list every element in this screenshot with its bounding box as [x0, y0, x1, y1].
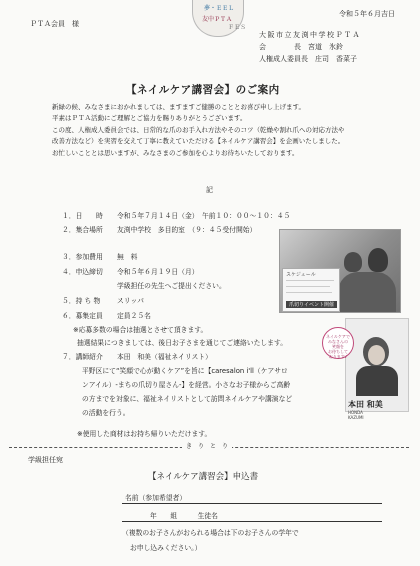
event-photo	[279, 229, 401, 313]
instructor-desc: の活動を行う。	[82, 409, 130, 417]
form-title: 【ネイルケア講習会】申込書	[148, 472, 259, 482]
sender-organization: 大阪市立友渕中学校ＰＴＡ	[259, 31, 361, 39]
class-field-line[interactable]	[122, 521, 382, 522]
detail-label-date: １．日 時	[62, 212, 103, 220]
form-name-label: 名前（参加希望者）	[125, 494, 187, 502]
logo-text-middle: 友中ＰＴＡ	[202, 16, 233, 23]
detail-value-deadline: 令和５年６月１９日（月）	[117, 268, 199, 276]
capacity-note: ※応募多数の場合は抽選とさせて頂きます。	[73, 326, 208, 334]
detail-value-instructor: 本田 和美（福祉ネイリスト）	[117, 353, 212, 361]
capacity-note: 抽選結果につきましては、後日お子さまを通じてご連絡いたします。	[77, 339, 288, 347]
instructor-romaji-given: KAZUMI	[348, 415, 364, 420]
detail-label-venue: ２．集合場所	[62, 226, 103, 234]
addressee: ＰＴＡ会員 様	[30, 20, 79, 28]
photo-label: 爪切りイベント開催	[286, 301, 337, 308]
logo-text-side: ＦＥＳ	[228, 24, 247, 31]
instructor-desc: ンアイル）-まちの爪切り屋さん-】を経営。小さなお子様からご高齢	[82, 381, 291, 389]
materials-note: ※使用した商材はお持ち帰りいただけます。	[77, 430, 212, 438]
intro-line: 新緑の候、みなさまにおかれましては、ますますご健勝のこととお喜び申し上げます。	[52, 103, 305, 111]
logo-text-top: 夢・ＥＥＬ	[204, 5, 235, 12]
form-note: （複数のお子さんがおられる場合は下のお子さんの学年で	[122, 529, 299, 537]
detail-value-date: 令和５年７月１４日（金） 午前１０：００～１０：４５	[117, 212, 291, 220]
detail-label-belongings: ５．持 ち 物	[62, 297, 101, 305]
form-note: お申し込みください。）	[130, 544, 202, 552]
intro-line: 平素はＰＴＡ活動にご理解とご協力を賜りありがとうございます。	[52, 114, 247, 122]
sender-president: 会 長 宮道 氷鈴	[259, 43, 343, 51]
detail-label-deadline: ４．申込締切	[62, 268, 103, 276]
pta-logo	[192, 0, 247, 37]
instructor-name-label: 本田 和美	[348, 400, 383, 409]
detail-label-fee: ３．参加費用	[62, 253, 103, 261]
instructor-desc: 平野区にて“笑顔で心が動くケア”を旨に【caresalon i'll（ケアサロ	[82, 367, 288, 375]
detail-value-belongings: スリッパ	[117, 297, 144, 305]
deadline-note: 学級担任の先生へご提出ください。	[117, 282, 226, 290]
issue-date: 令和５年６月吉日	[339, 10, 395, 18]
form-addressee: 学級担任宛	[28, 456, 63, 464]
intro-line: お忙しいこととは思いますが、みなさまのご参加を心よりお待ちいたしております。	[52, 149, 299, 157]
instructor-desc: の方までを対象に、福祉ネイリストとして訪問ネイルケアや講演など	[82, 395, 293, 403]
detail-value-capacity: 定員２５名	[117, 312, 151, 320]
sender-committee-chair: 人権成人委員長 庄司 香菜子	[259, 55, 357, 63]
speech-bubble	[322, 327, 354, 359]
instructor-romaji-surname: HONDA	[348, 410, 363, 415]
photo-caption: スケジュール	[286, 272, 316, 278]
detail-value-fee: 無 料	[117, 253, 138, 261]
intro-line: この度、人権成人委員会では、日常的な爪のお手入れ方法やそのコツ（乾燥や割れ爪への対応方法や	[52, 126, 345, 134]
instructor-photo	[345, 318, 409, 412]
detail-label-capacity: ６．募集定員	[62, 312, 103, 320]
cut-line-label: き り と り	[182, 441, 232, 450]
page-title: 【ネイルケア講習会】のご案内	[126, 84, 280, 96]
intro-line: 改善方法など）を実習を交えて丁寧に教えていただける【ネイルケア講習会】を企画いたしました。	[52, 137, 345, 145]
form-class-label: 年 組 生徒名	[150, 512, 218, 520]
detail-label-instructor: ７．講師紹介	[62, 353, 103, 361]
detail-value-venue: 友渕中学校 多目的室 （９：４５受付開始）	[117, 226, 257, 234]
name-field-line[interactable]	[122, 503, 382, 504]
speech-bubble-text: ネイルケアで みなさんの 笑顔を お待ちして おります♪	[326, 334, 350, 359]
ki-heading: 記	[206, 186, 213, 194]
